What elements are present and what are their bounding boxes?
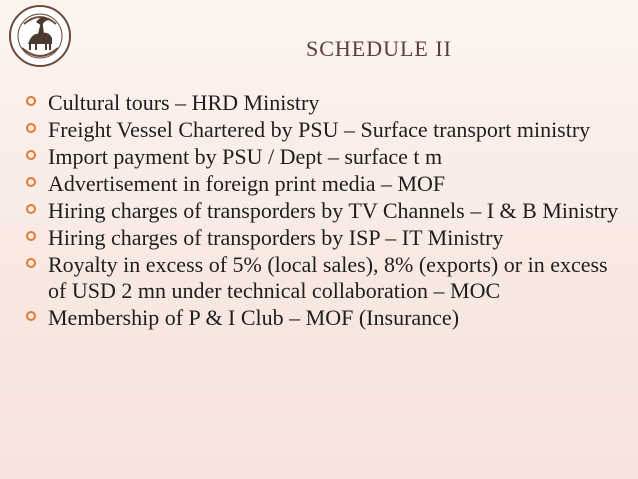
list-item	[22, 144, 622, 170]
list-item	[22, 305, 622, 331]
list-item-text: Import payment by PSU / Dept – surface t m	[48, 144, 443, 169]
circle-bullet-icon	[26, 150, 36, 160]
circle-bullet-icon	[26, 96, 36, 106]
list-item-text: Cultural tours – HRD Ministry	[48, 90, 320, 115]
list-item-text: Hiring charges of transporders by ISP – IT Ministry	[48, 225, 504, 250]
circle-bullet-icon	[26, 231, 36, 241]
list-item	[22, 171, 622, 197]
list-item-text: Membership of P & I Club – MOF (Insurance)	[48, 305, 460, 330]
circle-bullet-icon	[26, 311, 36, 321]
list-item	[22, 117, 622, 143]
circle-bullet-icon	[26, 204, 36, 214]
list-item	[22, 90, 622, 116]
circle-bullet-icon	[26, 123, 36, 133]
list-item	[22, 225, 622, 251]
list-item	[22, 252, 622, 304]
bullet-list	[22, 90, 622, 332]
slide-title: SCHEDULE II	[305, 36, 453, 61]
list-item-text: Royalty in excess of 5% (local sales), 8% (exports) or in excess of USD 2 mn under technical collaboration – MOC	[48, 252, 608, 303]
list-item	[22, 198, 622, 224]
list-item-text: Advertisement in foreign print media – MOF	[48, 171, 446, 196]
list-item-text: Hiring charges of transporders by TV Channels – I & B Ministry	[48, 198, 619, 223]
circle-bullet-icon	[26, 258, 36, 268]
circle-bullet-icon	[26, 177, 36, 187]
list-item-text: Freight Vessel Chartered by PSU – Surface transport ministry	[48, 117, 591, 142]
